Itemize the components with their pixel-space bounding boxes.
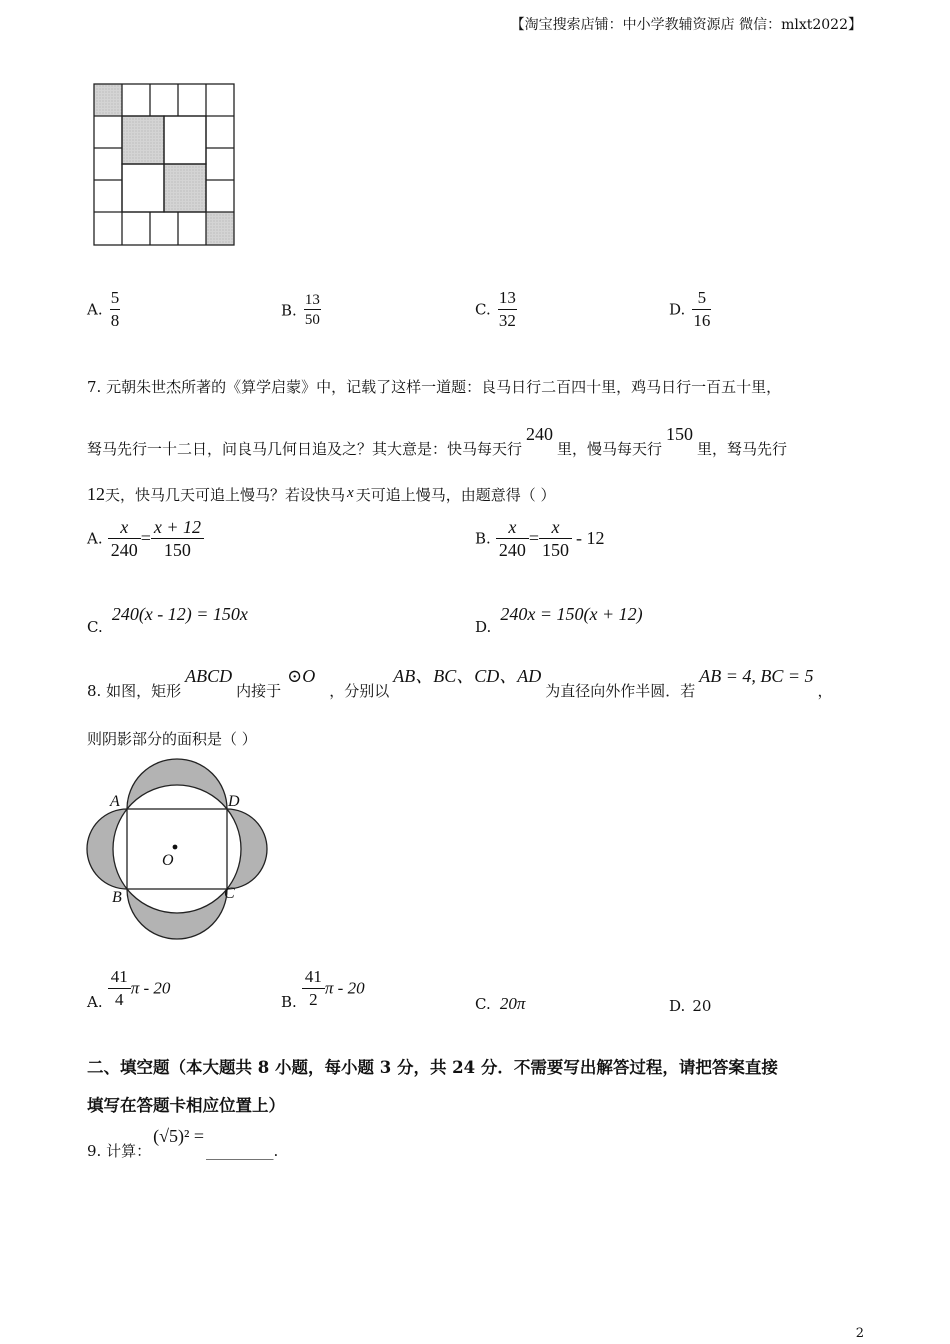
circle-rectangle-figure	[84, 756, 270, 942]
q6-option-d[interactable]: D. $\frac{5}{16}$	[669, 287, 713, 332]
shaded-square	[122, 116, 164, 164]
q7-stem-line2: 驽马先行一十二日，问良马几何日追及之？其大意是：快马每天行240里，慢马每天行150里，驽马先行	[87, 424, 788, 458]
section-title-cont: 填写在答题卡相应位置上）	[87, 1096, 285, 1115]
q7-stem-line1: 7. 元朝朱世杰所著的《算学启蒙》中，记载了这样一道题：良马日行二百四十里，鸡马日行一百五十里，	[87, 378, 782, 396]
page-number: 2	[855, 1326, 864, 1341]
q7-option-d[interactable]: D. 240x = 150(x + 12)	[475, 604, 643, 636]
center-dot	[173, 845, 178, 850]
q7-stem-line3: 12天，快马几天可追上慢马？若设快马 x 天可追上慢马，由题意得（ ）	[87, 484, 556, 504]
label-d: D	[228, 793, 240, 810]
numerator: 13	[498, 288, 516, 307]
numerator: 13	[304, 292, 320, 308]
denominator: 8	[110, 311, 120, 330]
denominator: 16	[693, 311, 711, 330]
grid-figure	[90, 82, 236, 248]
label-b: B	[112, 889, 122, 906]
label-c: C	[224, 885, 235, 902]
shaded-cell	[94, 84, 122, 116]
answer-blank[interactable]: _________.	[206, 1142, 279, 1160]
shaded-cell	[206, 212, 234, 245]
q6-option-c[interactable]: C. $\frac{13}{32}$	[475, 287, 519, 332]
page-header: 【淘宝搜索店铺：中小学教辅资源店 微信：mlxt2022】	[510, 17, 862, 33]
denominator: 32	[498, 311, 516, 330]
q8-stem-line2: 则阴影部分的面积是（ ）	[87, 730, 257, 748]
q6-option-b[interactable]: B. $\frac{13}{50}$	[281, 291, 323, 330]
q6-option-a[interactable]: A. $\frac{5}{8}$	[87, 287, 122, 332]
q8-option-c[interactable]: C. 20π	[475, 994, 526, 1013]
denominator: 50	[304, 312, 320, 328]
circle-o	[113, 785, 241, 913]
q7-option-c[interactable]: C. 240(x - 12) = 150x	[87, 604, 248, 636]
q8-stem-line1: 8. 如图，矩形ABCD内接于⊙O，分别以AB、BC、CD、AD为直径向外作半圆．若AB = 4, BC = 5，	[87, 666, 833, 700]
q9: 9. 计算：(√5)² =_________.	[87, 1126, 279, 1160]
numerator: 5	[697, 288, 707, 307]
section-title: 二、填空题（本大题共 8 小题，每小题 3 分，共 24 分．不需要写出解答过程，请把答案直接	[87, 1058, 778, 1077]
shaded-square	[164, 164, 206, 212]
label-o: O	[162, 852, 174, 869]
q7-option-a[interactable]: A. $\frac{x}{240}$ = $\frac{x + 12}{150}$	[87, 516, 204, 561]
q8-option-d[interactable]: D. 20	[669, 997, 712, 1015]
q7-option-b[interactable]: B. $\frac{x}{240}$ = $\frac{x}{150}$ - 12	[475, 517, 605, 560]
numerator: 5	[110, 288, 120, 307]
q8-option-a[interactable]: A. $\frac{41}{4}$ π - 20	[87, 967, 171, 1011]
label-a: A	[110, 793, 120, 810]
q8-option-b[interactable]: B. $\frac{41}{2}$ π - 20	[281, 967, 365, 1011]
